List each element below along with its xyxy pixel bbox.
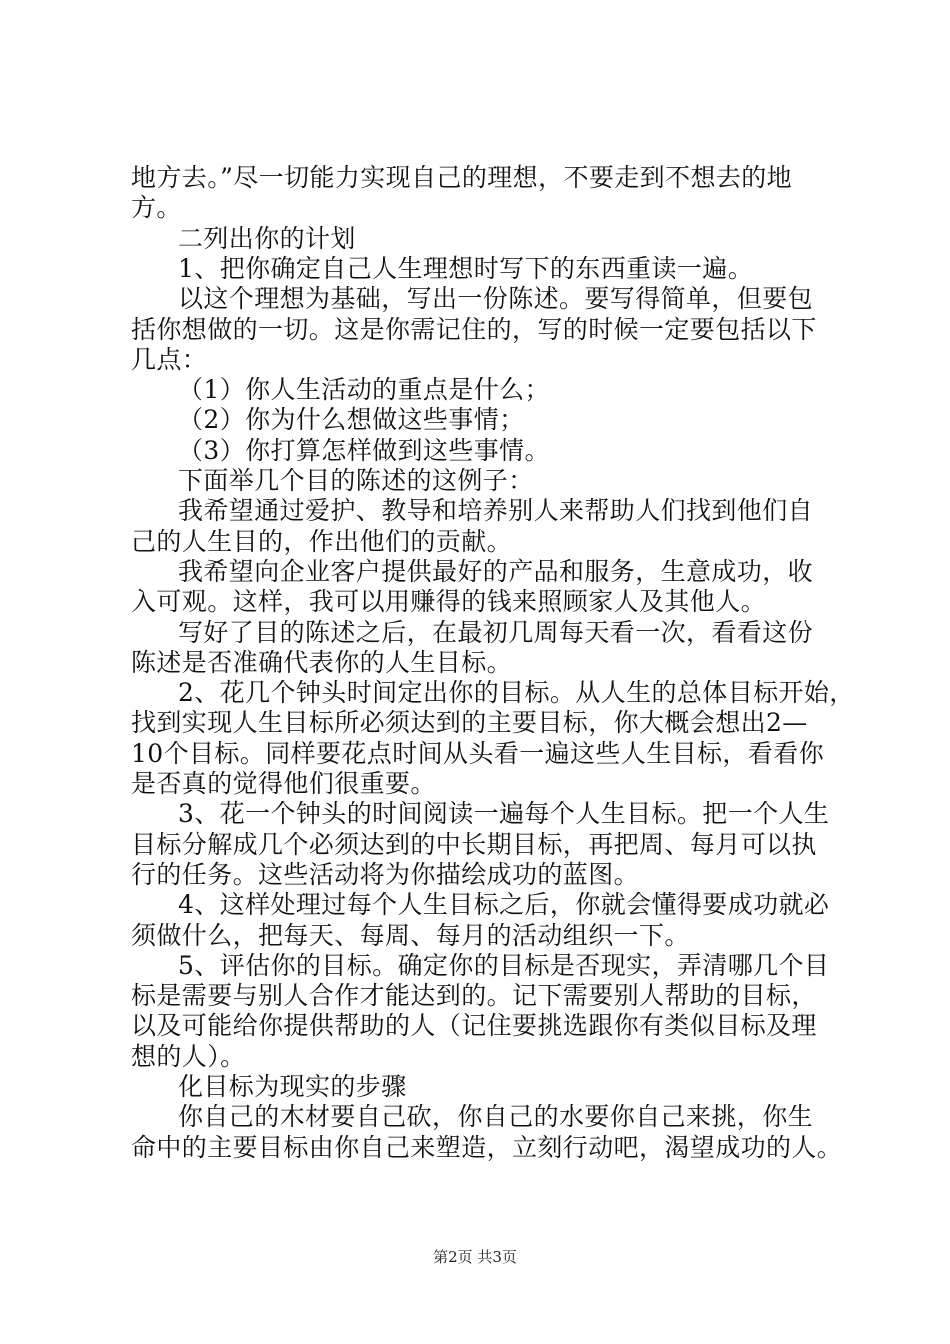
- text-line: 以这个理想为基础，写出一份陈述。要写得简单，但要包: [178, 284, 814, 314]
- page-number-footer: 第2页 共3页: [433, 1248, 517, 1266]
- text-line: 以及可能给你提供帮助的人（记住要挑选跟你有类似目标及理: [131, 1011, 817, 1041]
- list-item: （1）你人生活动的重点是什么；: [178, 375, 550, 405]
- text-line: 下面举几个目的陈述的这例子：: [178, 466, 534, 495]
- text-line: 方。: [131, 193, 182, 223]
- text-line: 标是需要与别人合作才能达到的。记下需要别人帮助的目标，: [131, 981, 817, 1011]
- text-line: 3、花一个钟头的时间阅读一遍每个人生目标。把一个人生: [178, 799, 830, 829]
- text-line: 几点：: [131, 344, 208, 374]
- text-line: 行的任务。这些活动将为你描绘成功的蓝图。: [131, 859, 640, 889]
- text-line: 我希望通过爱护、教导和培养别人来帮助人们找到他们自: [178, 496, 814, 526]
- text-line: 5、评估你的目标。确定你的目标是否现实，弄清哪几个目: [178, 950, 830, 980]
- text-line: 是否真的觉得他们很重要。: [131, 769, 436, 798]
- section-heading: 化目标为现实的步骤: [178, 1072, 407, 1101]
- text-line: 2、花几个钟头时间定出你的目标。从人生的总体目标开始，: [178, 678, 855, 708]
- text-line: 目标分解成几个必须达到的中长期目标，再把周、每月可以执: [131, 829, 817, 859]
- text-line: 括你想做的一切。这是你需记住的，写的时候一定要包括以下: [131, 314, 817, 344]
- text-line: 地方去。”尽一切能力实现自己的理想，不要走到不想去的地: [131, 163, 793, 192]
- list-item: （2）你为什么想做这些事情；: [178, 405, 525, 435]
- text-line: 须做什么，把每天、每周、每月的活动组织一下。: [131, 920, 690, 950]
- text-line: 己的人生目的，作出他们的贡献。: [131, 526, 513, 556]
- text-line: 找到实现人生目标所必须达到的主要目标，你大概会想出2—: [131, 708, 808, 738]
- text-line: 1、把你确定自己人生理想时写下的东西重读一遍。: [178, 253, 754, 283]
- section-heading: 二列出你的计划: [178, 223, 356, 253]
- text-line: 10个目标。同样要花点时间从头看一遍这些人生目标，看看你: [131, 738, 825, 768]
- text-line: 4、这样处理过每个人生目标之后，你就会懂得要成功就必: [178, 890, 830, 920]
- text-line: 入可观。这样，我可以用赚得的钱来照顾家人及其他人。: [131, 587, 767, 617]
- text-line: 陈述是否准确代表你的人生目标。: [131, 647, 513, 677]
- list-item: （3）你打算怎样做到这些事情。: [178, 435, 550, 465]
- text-line: 你自己的木材要自己砍，你自己的水要你自己来挑，你生: [178, 1102, 814, 1132]
- text-line: 写好了目的陈述之后，在最初几周每天看一次，看看这份: [178, 617, 814, 647]
- text-line: 想的人）。: [131, 1041, 246, 1071]
- text-line: 我希望向企业客户提供最好的产品和服务，生意成功，收: [178, 556, 814, 586]
- text-line: 命中的主要目标由你自己来塑造，立刻行动吧，渴望成功的人。: [131, 1132, 843, 1162]
